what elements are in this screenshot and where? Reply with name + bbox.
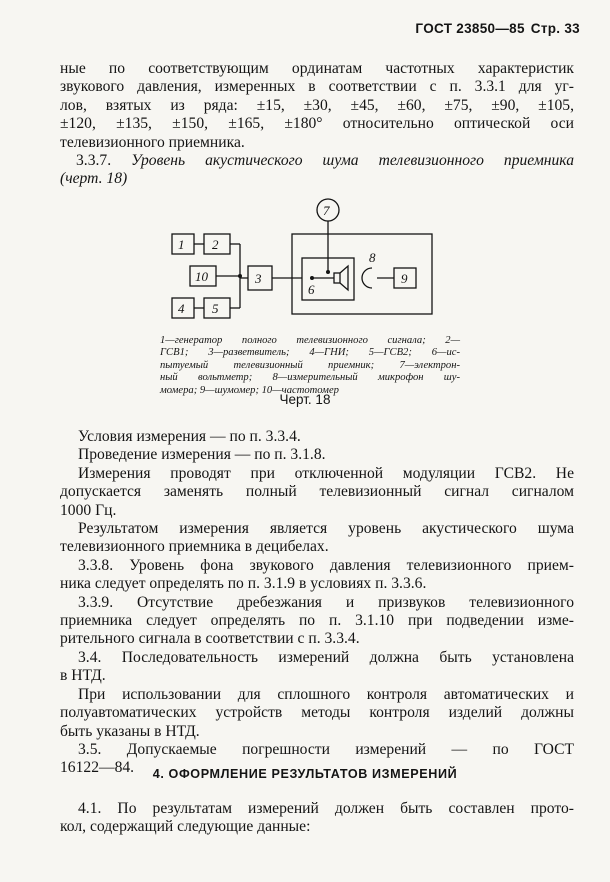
caption-line: ГСВ1; 3—разветвитель; 4—ГНИ; 5—ГСВ2; 6—ис- (160, 347, 460, 359)
text-line: Условия измерения — по п. 3.3.4. (78, 428, 301, 445)
text-line: Результатом измерения является уровень акустического шума (78, 520, 574, 538)
microphone-icon (362, 268, 372, 288)
caption-line: 1—генератор полного телевизионного сигнала; 2— (160, 335, 460, 346)
text-line: лов, взятых из ряда: ±15, ±30, ±45, ±60, ±75, ±90, ±105, (60, 96, 574, 114)
caption-line: момера; 9—шумомер; 10—частотомер (160, 384, 339, 396)
text-line: Измерения проводят при отключенной модуляции ГСВ2. Не (78, 464, 574, 482)
text-line: 3.3.9. Отсутствие дребезжания и призвуков телевизионного (78, 593, 574, 611)
text-line: ника следует определять по п. 3.1.9 в условиях п. 3.3.6. (60, 575, 427, 593)
block-diagram (162, 198, 442, 338)
paragraph-4-1 (60, 800, 574, 837)
figure-caption (160, 335, 460, 397)
label-3: 3 (255, 271, 262, 286)
text-line: допускается заменять полный телевизионный сигнал сигналом (60, 483, 574, 501)
block-tv-outer (292, 234, 432, 314)
text-line: Проведение измерения — по п. 3.1.8. (78, 446, 326, 464)
text-line: рительного сигнала в соответствии с п. 3.3.4. (60, 630, 360, 648)
label-6: 6 (308, 282, 315, 297)
text-line: 3.3.8. Уровень фона звукового давления телевизионного прием- (78, 556, 574, 574)
text-line: кол, содержащий следующие данные: (60, 818, 311, 836)
label-4: 4 (178, 301, 185, 316)
gost-number: ГОСТ 23850—85 (415, 21, 525, 36)
label-5: 5 (212, 301, 219, 316)
clause-number: 3.3.7. (76, 152, 112, 169)
paragraph-top (60, 60, 574, 152)
speaker-cone (340, 266, 348, 290)
text-line: телевизионного приемника. (60, 133, 245, 151)
text-line: телевизионного приемника в децибелах. (60, 538, 329, 556)
text-line: 16122—84. (60, 759, 135, 777)
text-line: 4.1. По результатам измерений должен быть составлен прото- (78, 800, 574, 817)
text-line: 3.4. Последовательность измерений должна быть установлена (78, 648, 574, 666)
clause-title: Уровень акустического шума телевизионного приемника (131, 152, 575, 169)
text-line: полуавтоматических устройств методы контроля изделий должны (60, 704, 574, 722)
label-7: 7 (323, 203, 330, 218)
text-line: ные по соответствующим ординатам частотных характеристик (60, 60, 574, 77)
text-line: ±120, ±135, ±150, ±165, ±180° относительно оптической оси (60, 115, 574, 133)
speaker-icon (334, 273, 340, 283)
text-line: в НТД. (60, 667, 106, 685)
page-number: Стр. 33 (530, 21, 580, 36)
heading-line-1 (60, 152, 574, 170)
text-line: приемника следует определять по п. 3.1.10 при подведении изме- (60, 612, 574, 630)
heading-3-3-7 (60, 152, 574, 189)
label-9: 9 (401, 271, 408, 286)
label-1: 1 (178, 237, 185, 252)
figure-label: Черт. 18 (279, 392, 331, 407)
clause-title-cont: (черт. 18) (60, 170, 128, 188)
body-text (60, 428, 574, 778)
text-line: При использовании для сплошного контроля автоматических и (78, 685, 574, 703)
label-2: 2 (212, 237, 219, 252)
section-heading: 4. ОФОРМЛЕНИЕ РЕЗУЛЬТАТОВ ИЗМЕРЕНИЙ (152, 767, 458, 781)
text-line: быть указаны в НТД. (60, 722, 200, 740)
text-line: 3.5. Допускаемые погрешности измерений — по ГОСТ (78, 740, 574, 758)
text-line: звукового давления, измеренных в соответствии с п. 3.3.1 для уг- (60, 78, 574, 96)
page-header (415, 21, 580, 36)
text-line: 1000 Гц. (60, 501, 117, 519)
label-8: 8 (369, 250, 376, 265)
caption-line: пытуемый телевизионный приемник; 7—электрон- (160, 359, 460, 371)
label-10: 10 (195, 269, 208, 284)
caption-line: ный вольтметр; 8—измерительный микрофон шу- (160, 372, 460, 384)
